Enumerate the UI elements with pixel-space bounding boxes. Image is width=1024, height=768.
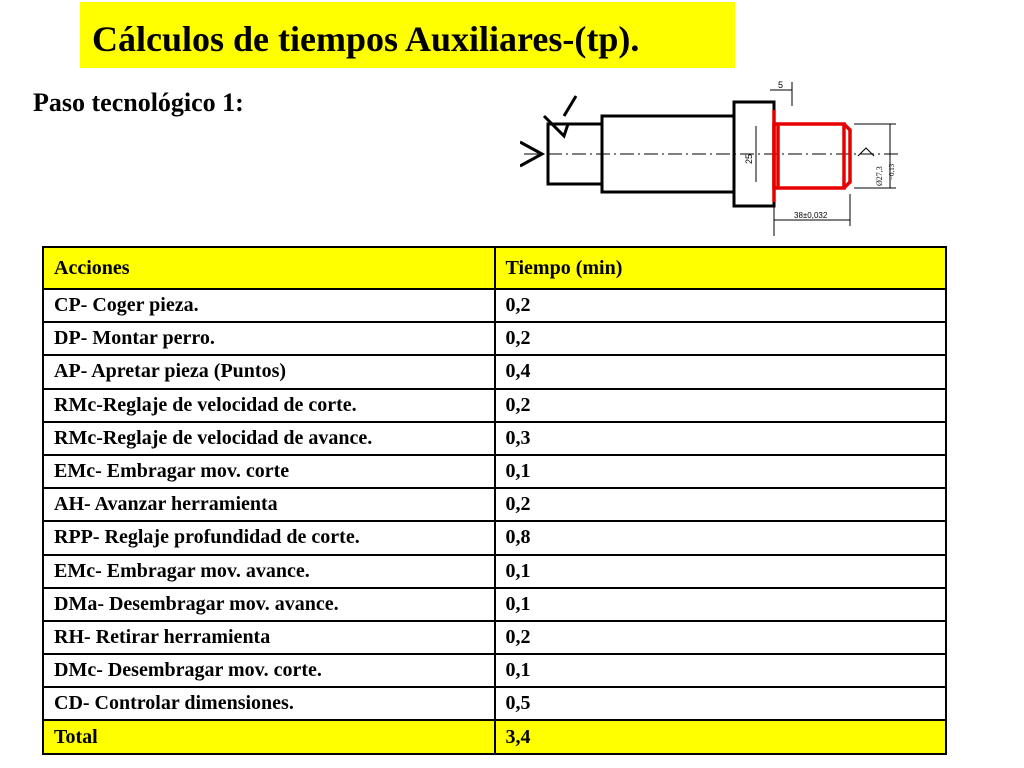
action-cell: RPP- Reglaje profundidad de corte. bbox=[43, 521, 495, 554]
action-cell: RMc-Reglaje de velocidad de avance. bbox=[43, 422, 495, 455]
action-cell: AH- Avanzar herramienta bbox=[43, 488, 495, 521]
table-row bbox=[43, 687, 946, 720]
table-row bbox=[43, 488, 946, 521]
shaft-drawing bbox=[520, 76, 904, 240]
time-cell: 0,3 bbox=[495, 422, 947, 455]
action-cell: DMc- Desembragar mov. corte. bbox=[43, 654, 495, 687]
table-row bbox=[43, 322, 946, 355]
action-cell: CP- Coger pieza. bbox=[43, 289, 495, 322]
table-row bbox=[43, 422, 946, 455]
time-cell: 0,5 bbox=[495, 687, 947, 720]
dim-length-label: 38±0,032 bbox=[794, 211, 828, 220]
dim-5-label: 5 bbox=[778, 80, 784, 90]
table-row bbox=[43, 355, 946, 388]
table-row bbox=[43, 588, 946, 621]
dim-diameter-label: Ø27,3 bbox=[875, 166, 884, 186]
time-cell: 0,2 bbox=[495, 389, 947, 422]
table-total-row bbox=[43, 720, 946, 753]
action-cell: EMc- Embragar mov. avance. bbox=[43, 555, 495, 588]
time-cell: 0,1 bbox=[495, 555, 947, 588]
title-banner bbox=[80, 2, 735, 68]
dim-25-label: 25 bbox=[744, 153, 754, 164]
action-cell: RMc-Reglaje de velocidad de corte. bbox=[43, 389, 495, 422]
action-cell: AP- Apretar pieza (Puntos) bbox=[43, 355, 495, 388]
time-cell: 0,1 bbox=[495, 588, 947, 621]
action-cell: RH- Retirar herramienta bbox=[43, 621, 495, 654]
action-cell: EMc- Embragar mov. corte bbox=[43, 455, 495, 488]
table-row bbox=[43, 455, 946, 488]
header-tiempo: Tiempo (min) bbox=[495, 247, 947, 289]
time-cell: 0,1 bbox=[495, 654, 947, 687]
time-cell: 0,4 bbox=[495, 355, 947, 388]
page-title: Cálculos de tiempos Auxiliares-(tp). bbox=[92, 19, 640, 59]
aux-times-table bbox=[42, 246, 947, 755]
time-cell: 0,2 bbox=[495, 289, 947, 322]
time-cell: 0,2 bbox=[495, 488, 947, 521]
table-row bbox=[43, 654, 946, 687]
time-cell: 0,8 bbox=[495, 521, 947, 554]
table-row bbox=[43, 555, 946, 588]
time-cell: 0,1 bbox=[495, 455, 947, 488]
time-cell: 0,2 bbox=[495, 621, 947, 654]
dim-tolerance-label: −0,13 bbox=[888, 163, 896, 180]
table-row bbox=[43, 621, 946, 654]
table-header-row bbox=[43, 247, 946, 289]
table-row bbox=[43, 389, 946, 422]
total-value: 3,4 bbox=[495, 720, 947, 753]
action-cell: DP- Montar perro. bbox=[43, 322, 495, 355]
table-row bbox=[43, 521, 946, 554]
time-cell: 0,2 bbox=[495, 322, 947, 355]
step-heading: Paso tecnológico 1: bbox=[33, 88, 244, 117]
total-label: Total bbox=[43, 720, 495, 753]
action-cell: CD- Controlar dimensiones. bbox=[43, 687, 495, 720]
header-acciones: Acciones bbox=[43, 247, 495, 289]
action-cell: DMa- Desembragar mov. avance. bbox=[43, 588, 495, 621]
table-row bbox=[43, 289, 946, 322]
